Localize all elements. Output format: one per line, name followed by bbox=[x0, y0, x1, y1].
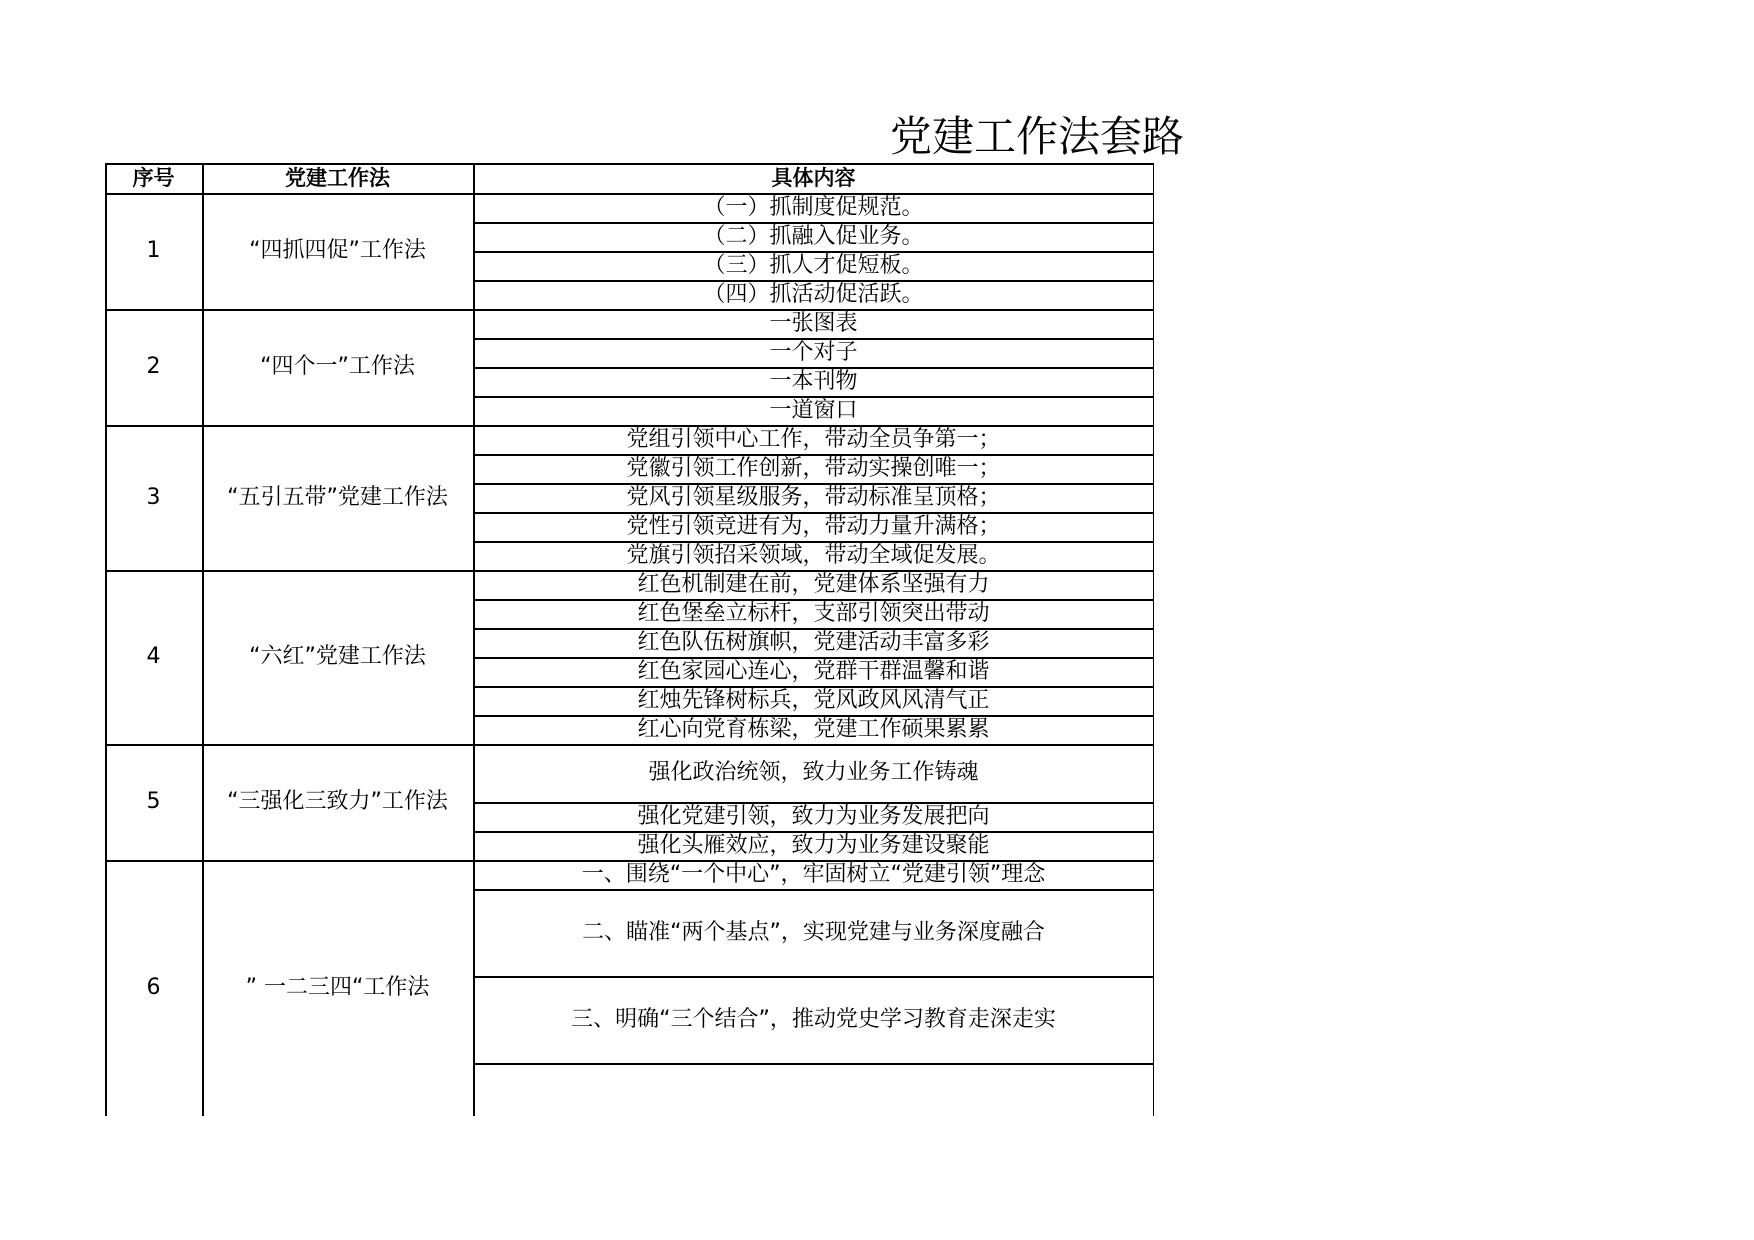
content-cell: 红色机制建在前，党建体系坚强有力 bbox=[637, 571, 990, 597]
header-cell-method: 党建工作法 bbox=[285, 166, 390, 190]
method-name-cell: “四个一”工作法 bbox=[260, 354, 415, 379]
seq-number-cell: 3 bbox=[146, 484, 161, 510]
column-border-1 bbox=[202, 163, 204, 1116]
content-cell: 党旗引领招采领域，带动全域促发展。 bbox=[626, 542, 1001, 568]
content-cell: 强化头雁效应，致力为业务建设聚能 bbox=[637, 832, 990, 858]
content-cell: 党风引领星级服务，带动标准呈顶格； bbox=[626, 484, 1001, 510]
seq-number-cell: 4 bbox=[146, 644, 161, 669]
seq-number-cell: 1 bbox=[146, 238, 161, 263]
content-cell: （二）抓融入促业务。 bbox=[703, 223, 924, 249]
seq-number-cell: 5 bbox=[146, 789, 161, 814]
content-cell: 红色家园心连心，党群干群温馨和谐 bbox=[637, 658, 990, 684]
content-cell: 党性引领竞进有为，带动力量升满格； bbox=[626, 513, 1001, 539]
content-cell: 强化政治统领，致力业务工作铸魂 bbox=[648, 760, 979, 785]
seq-number-cell: 6 bbox=[146, 975, 161, 1000]
content-cell: 一本刊物 bbox=[769, 368, 858, 394]
content-cell: 红色队伍树旗帜，党建活动丰富多彩 bbox=[637, 629, 990, 655]
header-cell-num: 序号 bbox=[132, 166, 175, 190]
content-cell: 党徽引领工作创新，带动实操创唯一； bbox=[626, 455, 1001, 481]
method-name-cell: ” 一二三四“工作法 bbox=[245, 975, 430, 1000]
content-cell: 一个对子 bbox=[769, 339, 858, 365]
content-cell: （三）抓人才促短板。 bbox=[703, 252, 924, 278]
column-border-0 bbox=[105, 163, 107, 1116]
method-name-cell: “三强化三致力”工作法 bbox=[227, 789, 448, 814]
content-cell: 一、围绕“一个中心”，牢固树立“党建引领”理念 bbox=[581, 861, 1046, 887]
header-cell-content: 具体内容 bbox=[771, 166, 856, 190]
content-cell: 强化党建引领，致力为业务发展把向 bbox=[637, 803, 990, 829]
content-cell: 红烛先锋树标兵，党风政风风清气正 bbox=[637, 687, 990, 713]
content-cell: 一张图表 bbox=[769, 310, 858, 336]
column-border-2 bbox=[473, 163, 475, 1116]
seq-number-cell: 2 bbox=[146, 354, 161, 379]
content-cell: 红心向党育栋梁，党建工作硕果累累 bbox=[637, 716, 990, 742]
content-cell: 二、瞄准“两个基点”，实现党建与业务深度融合 bbox=[582, 919, 1045, 945]
content-cell: （四）抓活动促活跃。 bbox=[703, 281, 924, 307]
content-cell: 党组引领中心工作，带动全员争第一； bbox=[626, 426, 1001, 452]
table-top-border bbox=[105, 163, 1154, 165]
content-cell: （一）抓制度促规范。 bbox=[703, 194, 924, 220]
content-cell: 一道窗口 bbox=[769, 397, 858, 423]
column-border-right bbox=[1153, 163, 1155, 1116]
content-cell bbox=[473, 1063, 1154, 1116]
method-name-cell: “五引五带”党建工作法 bbox=[227, 484, 448, 510]
content-cell: 红色堡垒立标杆，支部引领突出带动 bbox=[637, 600, 990, 626]
method-name-cell: “四抓四促”工作法 bbox=[249, 238, 426, 263]
page-title: 党建工作法套路 bbox=[890, 112, 1185, 161]
content-cell: 三、明确“三个结合”，推动党史学习教育走深走实 bbox=[571, 1006, 1056, 1032]
method-name-cell: “六红”党建工作法 bbox=[249, 644, 426, 669]
